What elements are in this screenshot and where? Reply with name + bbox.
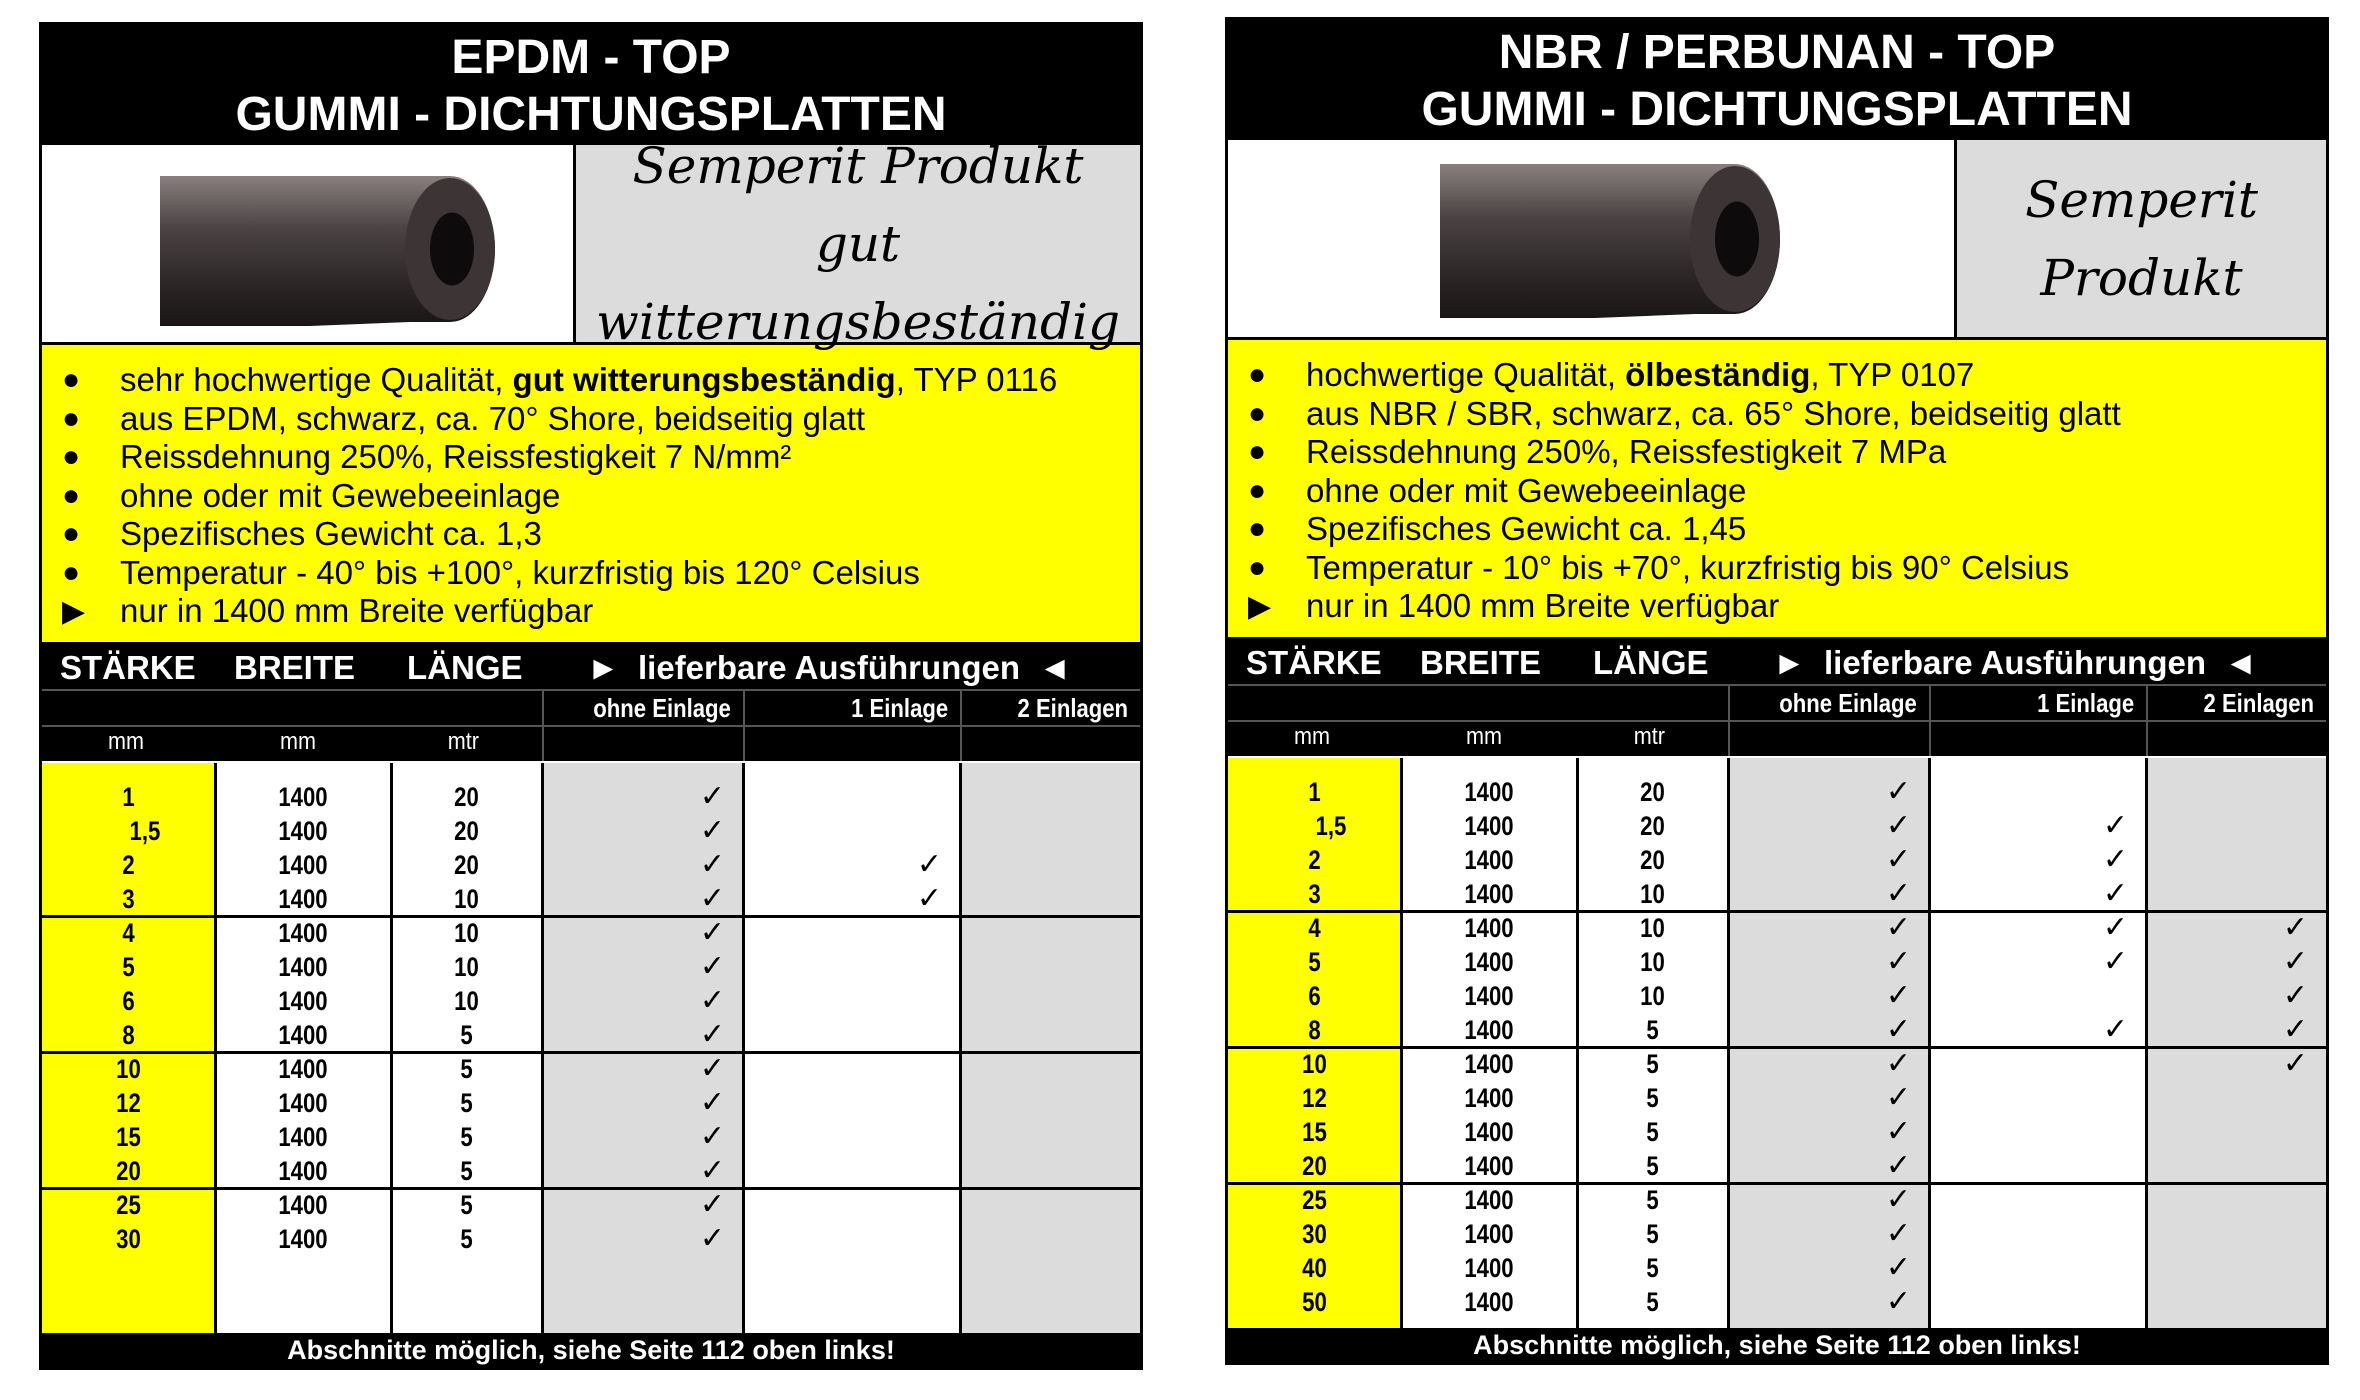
arrow-bullet-icon: ▶	[1248, 589, 1272, 623]
cell-breite: 1400	[278, 884, 328, 914]
cell-breite: 1400	[1464, 1049, 1514, 1079]
feature-item	[62, 361, 1140, 400]
check-1-einlage-icon: ✓	[2102, 1013, 2128, 1046]
cell-breite: 1400	[278, 1020, 328, 1050]
cell-laenge: 10	[454, 986, 479, 1016]
check-ohne-einlage-icon: ✓	[699, 1154, 725, 1187]
cell-staerke: 1,5	[129, 816, 161, 846]
cell-laenge: 10	[454, 952, 479, 982]
header-breite: BREITE	[234, 649, 356, 686]
cell-staerke: 12	[1302, 1083, 1327, 1113]
table-row	[1228, 843, 2326, 877]
table-body	[42, 763, 1140, 1333]
cell-staerke: 15	[116, 1122, 141, 1152]
header-laenge: LÄNGE	[1593, 644, 1709, 681]
check-2-einlagen-icon: ✓	[2282, 979, 2308, 1012]
table-row	[42, 1052, 1140, 1086]
cell-breite: 1400	[1464, 845, 1514, 875]
unit-breite: mm	[1465, 723, 1502, 750]
title-line-1: EPDM - TOP	[451, 31, 731, 84]
table-row	[1228, 775, 2326, 809]
cell-staerke: 6	[122, 986, 135, 1016]
feature-text-before: ohne oder mit Gewebeeinlage	[120, 476, 561, 514]
cell-staerke: 3	[1308, 879, 1321, 909]
feature-text	[1306, 549, 2069, 587]
feature-item	[1248, 549, 2326, 588]
cell-laenge: 20	[1640, 777, 1665, 807]
feature-text-before: aus NBR / SBR, schwarz, ca. 65° Shore, beidseitig glatt	[1306, 394, 2121, 432]
cell-breite: 1400	[1464, 1185, 1514, 1215]
subheader-2-einlagen: 2 Einlagen	[2203, 688, 2314, 718]
title-line-1: NBR / PERBUNAN - TOP	[1498, 26, 2056, 79]
feature-text-after: , TYP 0107	[1810, 356, 1975, 394]
feature-item	[62, 438, 1140, 477]
cell-breite: 1400	[278, 1088, 328, 1118]
cell-breite: 1400	[1464, 1287, 1514, 1317]
table-row	[1228, 911, 2326, 945]
feature-text-before: Reissdehnung 250%, Reissfestigkeit 7 N/mm²	[120, 438, 792, 476]
dot-bullet-icon: ●	[1248, 396, 1267, 430]
cell-laenge: 5	[460, 1190, 473, 1220]
brand-line: Produkt	[2040, 248, 2243, 307]
cell-staerke: 8	[1308, 1015, 1321, 1045]
feature-text	[120, 438, 791, 476]
cell-staerke: 5	[1308, 947, 1321, 977]
feature-text	[120, 477, 560, 515]
cell-breite: 1400	[1464, 811, 1514, 841]
cell-breite: 1400	[278, 1054, 328, 1084]
feature-item	[62, 400, 1140, 439]
header-divider	[42, 689, 1140, 691]
panel-title	[1228, 20, 2326, 140]
check-ohne-einlage-icon: ✓	[1885, 1081, 1911, 1114]
cell-staerke: 4	[1308, 913, 1321, 943]
cell-laenge: 5	[1646, 1185, 1659, 1215]
feature-item	[1248, 587, 2326, 626]
table-row	[1228, 1251, 2326, 1285]
cell-breite: 1400	[1464, 1117, 1514, 1147]
check-ohne-einlage-icon: ✓	[1885, 843, 1911, 876]
cell-laenge: 20	[1640, 845, 1665, 875]
subheader-ohne-einlage: ohne Einlage	[593, 693, 731, 723]
panel-epdm	[39, 22, 1143, 1370]
cell-laenge: 5	[460, 1156, 473, 1186]
check-ohne-einlage-icon: ✓	[699, 848, 725, 881]
header-lieferbar: ► lieferbare Ausführungen ◄	[587, 649, 1071, 686]
table-row	[1228, 1081, 2326, 1115]
feature-list	[1228, 340, 2326, 640]
table-row	[1228, 1149, 2326, 1183]
brand-box	[1957, 140, 2326, 337]
cell-breite: 1400	[278, 952, 328, 982]
feature-text-before: sehr hochwertige Qualität,	[120, 361, 513, 399]
table-row	[1228, 809, 2326, 843]
header-column-divider	[743, 691, 745, 761]
cell-laenge: 20	[1640, 811, 1665, 841]
title-line-2: GUMMI - DICHTUNGSPLATTEN	[235, 88, 947, 141]
table-row	[42, 1086, 1140, 1120]
cell-laenge: 10	[454, 918, 479, 948]
feature-item	[1248, 356, 2326, 395]
check-ohne-einlage-icon: ✓	[1885, 1115, 1911, 1148]
feature-text	[120, 592, 593, 630]
check-ohne-einlage-icon: ✓	[1885, 1013, 1911, 1046]
rubber-roll-icon	[1228, 140, 1957, 337]
header-column-divider	[542, 691, 544, 761]
feature-text-before: Spezifisches Gewicht ca. 1,3	[120, 515, 542, 553]
check-ohne-einlage-icon: ✓	[1885, 775, 1911, 808]
check-ohne-einlage-icon: ✓	[699, 1120, 725, 1153]
table-row	[1228, 877, 2326, 911]
header-divider	[1228, 684, 2326, 686]
table-header	[42, 645, 1140, 761]
feature-text-before: Spezifisches Gewicht ca. 1,45	[1306, 510, 1747, 548]
feature-text-before: hochwertige Qualität,	[1306, 356, 1626, 394]
cell-staerke: 10	[1302, 1049, 1327, 1079]
header-column-divider	[1929, 686, 1931, 756]
product-image-row	[42, 136, 1140, 351]
panel-nbr	[1225, 17, 2329, 1365]
cell-breite: 1400	[1464, 1083, 1514, 1113]
title-line-2: GUMMI - DICHTUNGSPLATTEN	[1421, 83, 2133, 136]
check-1-einlage-icon: ✓	[916, 882, 942, 915]
cell-staerke: 30	[1302, 1219, 1327, 1249]
table-row	[42, 1188, 1140, 1222]
dot-bullet-icon: ●	[62, 440, 81, 474]
cell-laenge: 5	[460, 1054, 473, 1084]
cell-breite: 1400	[278, 1156, 328, 1186]
check-2-einlagen-icon: ✓	[2282, 945, 2308, 978]
cell-breite: 1400	[278, 1122, 328, 1152]
check-1-einlage-icon: ✓	[2102, 809, 2128, 842]
feature-text	[1306, 395, 2121, 433]
table-row	[42, 984, 1140, 1018]
unit-staerke: mm	[1293, 723, 1330, 750]
feature-item	[1248, 472, 2326, 511]
cell-staerke: 25	[116, 1190, 141, 1220]
check-2-einlagen-icon: ✓	[2282, 911, 2308, 944]
feature-text	[1306, 356, 1974, 394]
feature-text	[1306, 510, 1746, 548]
cell-laenge: 10	[1640, 879, 1665, 909]
dot-bullet-icon: ●	[1248, 473, 1267, 507]
cell-staerke: 12	[116, 1088, 141, 1118]
check-1-einlage-icon: ✓	[2102, 877, 2128, 910]
feature-list	[42, 345, 1140, 645]
table-row	[42, 950, 1140, 984]
panel-footer: Abschnitte möglich, siehe Seite 112 oben links!	[1228, 1328, 2326, 1362]
table-row	[42, 1120, 1140, 1154]
brand-line: Semperit Produkt	[632, 136, 1084, 195]
feature-text-before: Temperatur - 40° bis +100°, kurzfristig bis 120° Celsius	[120, 553, 920, 591]
cell-staerke: 30	[116, 1224, 141, 1254]
check-ohne-einlage-icon: ✓	[1885, 877, 1911, 910]
check-ohne-einlage-icon: ✓	[1885, 1149, 1911, 1182]
check-1-einlage-icon: ✓	[2102, 843, 2128, 876]
check-ohne-einlage-icon: ✓	[1885, 979, 1911, 1012]
table-row	[42, 848, 1140, 882]
cell-breite: 1400	[278, 1190, 328, 1220]
rubber-roll-icon	[42, 145, 576, 342]
cell-staerke: 2	[1308, 845, 1321, 875]
cell-laenge: 5	[1646, 1253, 1659, 1283]
check-ohne-einlage-icon: ✓	[699, 1052, 725, 1085]
feature-text-before: ohne oder mit Gewebeeinlage	[1306, 471, 1747, 509]
cell-staerke: 20	[116, 1156, 141, 1186]
cell-breite: 1400	[1464, 913, 1514, 943]
feature-text	[1306, 472, 1746, 510]
feature-item	[62, 477, 1140, 516]
cell-breite: 1400	[1464, 1219, 1514, 1249]
check-ohne-einlage-icon: ✓	[1885, 1251, 1911, 1284]
cell-breite: 1400	[278, 816, 328, 846]
arrow-bullet-icon: ▶	[62, 594, 86, 628]
check-ohne-einlage-icon: ✓	[699, 780, 725, 813]
cell-breite: 1400	[1464, 1253, 1514, 1283]
table-header	[1228, 640, 2326, 756]
feature-text	[1306, 587, 1779, 625]
check-1-einlage-icon: ✓	[2102, 945, 2128, 978]
brand-line: gut witterungsbeständig	[596, 214, 1120, 351]
feature-text	[120, 554, 920, 592]
cell-laenge: 5	[1646, 1049, 1659, 1079]
subheader-ohne-einlage: ohne Einlage	[1779, 688, 1917, 718]
table-row	[42, 882, 1140, 916]
feature-item	[62, 515, 1140, 554]
table-row	[1228, 1285, 2326, 1319]
cell-staerke: 20	[1302, 1151, 1327, 1181]
check-2-einlagen-icon: ✓	[2282, 1013, 2308, 1046]
cell-staerke: 15	[1302, 1117, 1327, 1147]
cell-laenge: 20	[454, 782, 479, 812]
feature-item	[62, 554, 1140, 593]
feature-text-before: aus EPDM, schwarz, ca. 70° Shore, beidseitig glatt	[120, 399, 866, 437]
cell-laenge: 5	[460, 1088, 473, 1118]
dot-bullet-icon: ●	[1248, 358, 1267, 392]
feature-item	[1248, 510, 2326, 549]
brand-line: Semperit	[2025, 170, 2258, 229]
cell-breite: 1400	[278, 918, 328, 948]
cell-breite: 1400	[278, 782, 328, 812]
cell-staerke: 1,5	[1315, 811, 1347, 841]
cell-staerke: 25	[1302, 1185, 1327, 1215]
check-ohne-einlage-icon: ✓	[1885, 1183, 1911, 1216]
feature-text-before: nur in 1400 mm Breite verfügbar	[120, 592, 594, 630]
unit-breite: mm	[279, 728, 316, 755]
cell-breite: 1400	[1464, 1015, 1514, 1045]
dot-bullet-icon: ●	[62, 555, 81, 589]
table-row	[1228, 1013, 2326, 1047]
cell-laenge: 10	[1640, 981, 1665, 1011]
table-row	[1228, 1115, 2326, 1149]
dot-bullet-icon: ●	[62, 401, 81, 435]
table-row	[1228, 1047, 2326, 1081]
table-row	[42, 814, 1140, 848]
check-ohne-einlage-icon: ✓	[1885, 809, 1911, 842]
cell-laenge: 20	[454, 816, 479, 846]
check-ohne-einlage-icon: ✓	[699, 1018, 725, 1051]
cell-breite: 1400	[278, 850, 328, 880]
cell-breite: 1400	[1464, 1151, 1514, 1181]
header-divider	[1228, 720, 2326, 722]
cell-breite: 1400	[1464, 879, 1514, 909]
check-1-einlage-icon: ✓	[2102, 911, 2128, 944]
cell-staerke: 3	[122, 884, 135, 914]
product-image	[1228, 140, 1957, 337]
cell-laenge: 5	[1646, 1219, 1659, 1249]
table-row	[42, 1154, 1140, 1188]
table-row	[1228, 979, 2326, 1013]
feature-text-before: nur in 1400 mm Breite verfügbar	[1306, 587, 1780, 625]
cell-laenge: 5	[1646, 1151, 1659, 1181]
check-ohne-einlage-icon: ✓	[699, 1188, 725, 1221]
cell-laenge: 5	[460, 1020, 473, 1050]
check-ohne-einlage-icon: ✓	[1885, 1217, 1911, 1250]
subheader-1-einlage: 1 Einlage	[850, 693, 948, 723]
cell-laenge: 5	[460, 1224, 473, 1254]
table-row	[42, 916, 1140, 950]
cell-laenge: 5	[1646, 1083, 1659, 1113]
feature-text-before: Temperatur - 10° bis +70°, kurzfristig bis 90° Celsius	[1306, 548, 2070, 586]
cell-breite: 1400	[1464, 777, 1514, 807]
cell-staerke: 4	[122, 918, 135, 948]
header-divider	[42, 725, 1140, 727]
cell-staerke: 10	[116, 1054, 141, 1084]
panel-footer: Abschnitte möglich, siehe Seite 112 oben links!	[42, 1333, 1140, 1367]
table-row	[1228, 945, 2326, 979]
feature-text	[120, 361, 1057, 399]
cell-laenge: 10	[1640, 913, 1665, 943]
dot-bullet-icon: ●	[1248, 550, 1267, 584]
subheader-1-einlage: 1 Einlage	[2036, 688, 2134, 718]
feature-text	[1306, 433, 1946, 471]
dot-bullet-icon: ●	[1248, 512, 1267, 546]
subheader-2-einlagen: 2 Einlagen	[1017, 693, 1128, 723]
feature-text-before: Reissdehnung 250%, Reissfestigkeit 7 MPa	[1306, 433, 1947, 471]
header-column-divider	[2146, 686, 2148, 756]
feature-item	[1248, 433, 2326, 472]
feature-text-after: , TYP 0116	[895, 361, 1058, 399]
check-ohne-einlage-icon: ✓	[699, 1222, 725, 1255]
dot-bullet-icon: ●	[62, 363, 81, 397]
cell-staerke: 6	[1308, 981, 1321, 1011]
cell-staerke: 40	[1302, 1253, 1327, 1283]
header-staerke: STÄRKE	[1246, 644, 1382, 681]
cell-breite: 1400	[1464, 981, 1514, 1011]
feature-text-bold: ölbeständig	[1625, 356, 1811, 394]
feature-text	[120, 515, 542, 553]
cell-laenge: 5	[1646, 1015, 1659, 1045]
dot-bullet-icon: ●	[62, 478, 81, 512]
header-lieferbar: ► lieferbare Ausführungen ◄	[1773, 644, 2257, 681]
cell-laenge: 10	[454, 884, 479, 914]
product-image-row	[1228, 140, 2326, 340]
header-breite: BREITE	[1420, 644, 1542, 681]
check-1-einlage-icon: ✓	[916, 848, 942, 881]
cell-staerke: 2	[122, 850, 135, 880]
cell-laenge: 5	[460, 1122, 473, 1152]
cell-laenge: 5	[1646, 1287, 1659, 1317]
table-row	[42, 1018, 1140, 1052]
cell-staerke: 5	[122, 952, 135, 982]
table-row	[1228, 1183, 2326, 1217]
unit-laenge: mtr	[447, 728, 479, 755]
check-ohne-einlage-icon: ✓	[1885, 1285, 1911, 1318]
dot-bullet-icon: ●	[62, 517, 81, 551]
product-image	[42, 145, 576, 342]
cell-laenge: 10	[1640, 947, 1665, 977]
cell-breite: 1400	[1464, 947, 1514, 977]
header-column-divider	[960, 691, 962, 761]
table-row	[42, 780, 1140, 814]
table-row	[42, 1222, 1140, 1256]
unit-staerke: mm	[107, 728, 144, 755]
feature-text-bold: gut witterungsbeständig	[512, 361, 896, 399]
unit-laenge: mtr	[1633, 723, 1665, 750]
header-staerke: STÄRKE	[60, 649, 196, 686]
cell-staerke: 50	[1302, 1287, 1327, 1317]
check-ohne-einlage-icon: ✓	[1885, 945, 1911, 978]
cell-breite: 1400	[278, 986, 328, 1016]
feature-item	[62, 592, 1140, 631]
check-ohne-einlage-icon: ✓	[699, 916, 725, 949]
feature-item	[1248, 395, 2326, 434]
cell-staerke: 8	[122, 1020, 135, 1050]
check-ohne-einlage-icon: ✓	[699, 882, 725, 915]
check-ohne-einlage-icon: ✓	[1885, 1047, 1911, 1080]
header-laenge: LÄNGE	[407, 649, 523, 686]
cell-laenge: 20	[454, 850, 479, 880]
check-ohne-einlage-icon: ✓	[699, 984, 725, 1017]
check-ohne-einlage-icon: ✓	[699, 950, 725, 983]
cell-staerke: 1	[122, 782, 135, 812]
check-2-einlagen-icon: ✓	[2282, 1047, 2308, 1080]
cell-staerke: 1	[1308, 777, 1321, 807]
cell-breite: 1400	[278, 1224, 328, 1254]
header-column-divider	[1728, 686, 1730, 756]
check-ohne-einlage-icon: ✓	[699, 814, 725, 847]
check-ohne-einlage-icon: ✓	[1885, 911, 1911, 944]
dot-bullet-icon: ●	[1248, 435, 1267, 469]
table-row	[1228, 1217, 2326, 1251]
check-ohne-einlage-icon: ✓	[699, 1086, 725, 1119]
cell-laenge: 5	[1646, 1117, 1659, 1147]
feature-text	[120, 400, 865, 438]
table-body	[1228, 758, 2326, 1328]
brand-box	[576, 136, 1140, 351]
